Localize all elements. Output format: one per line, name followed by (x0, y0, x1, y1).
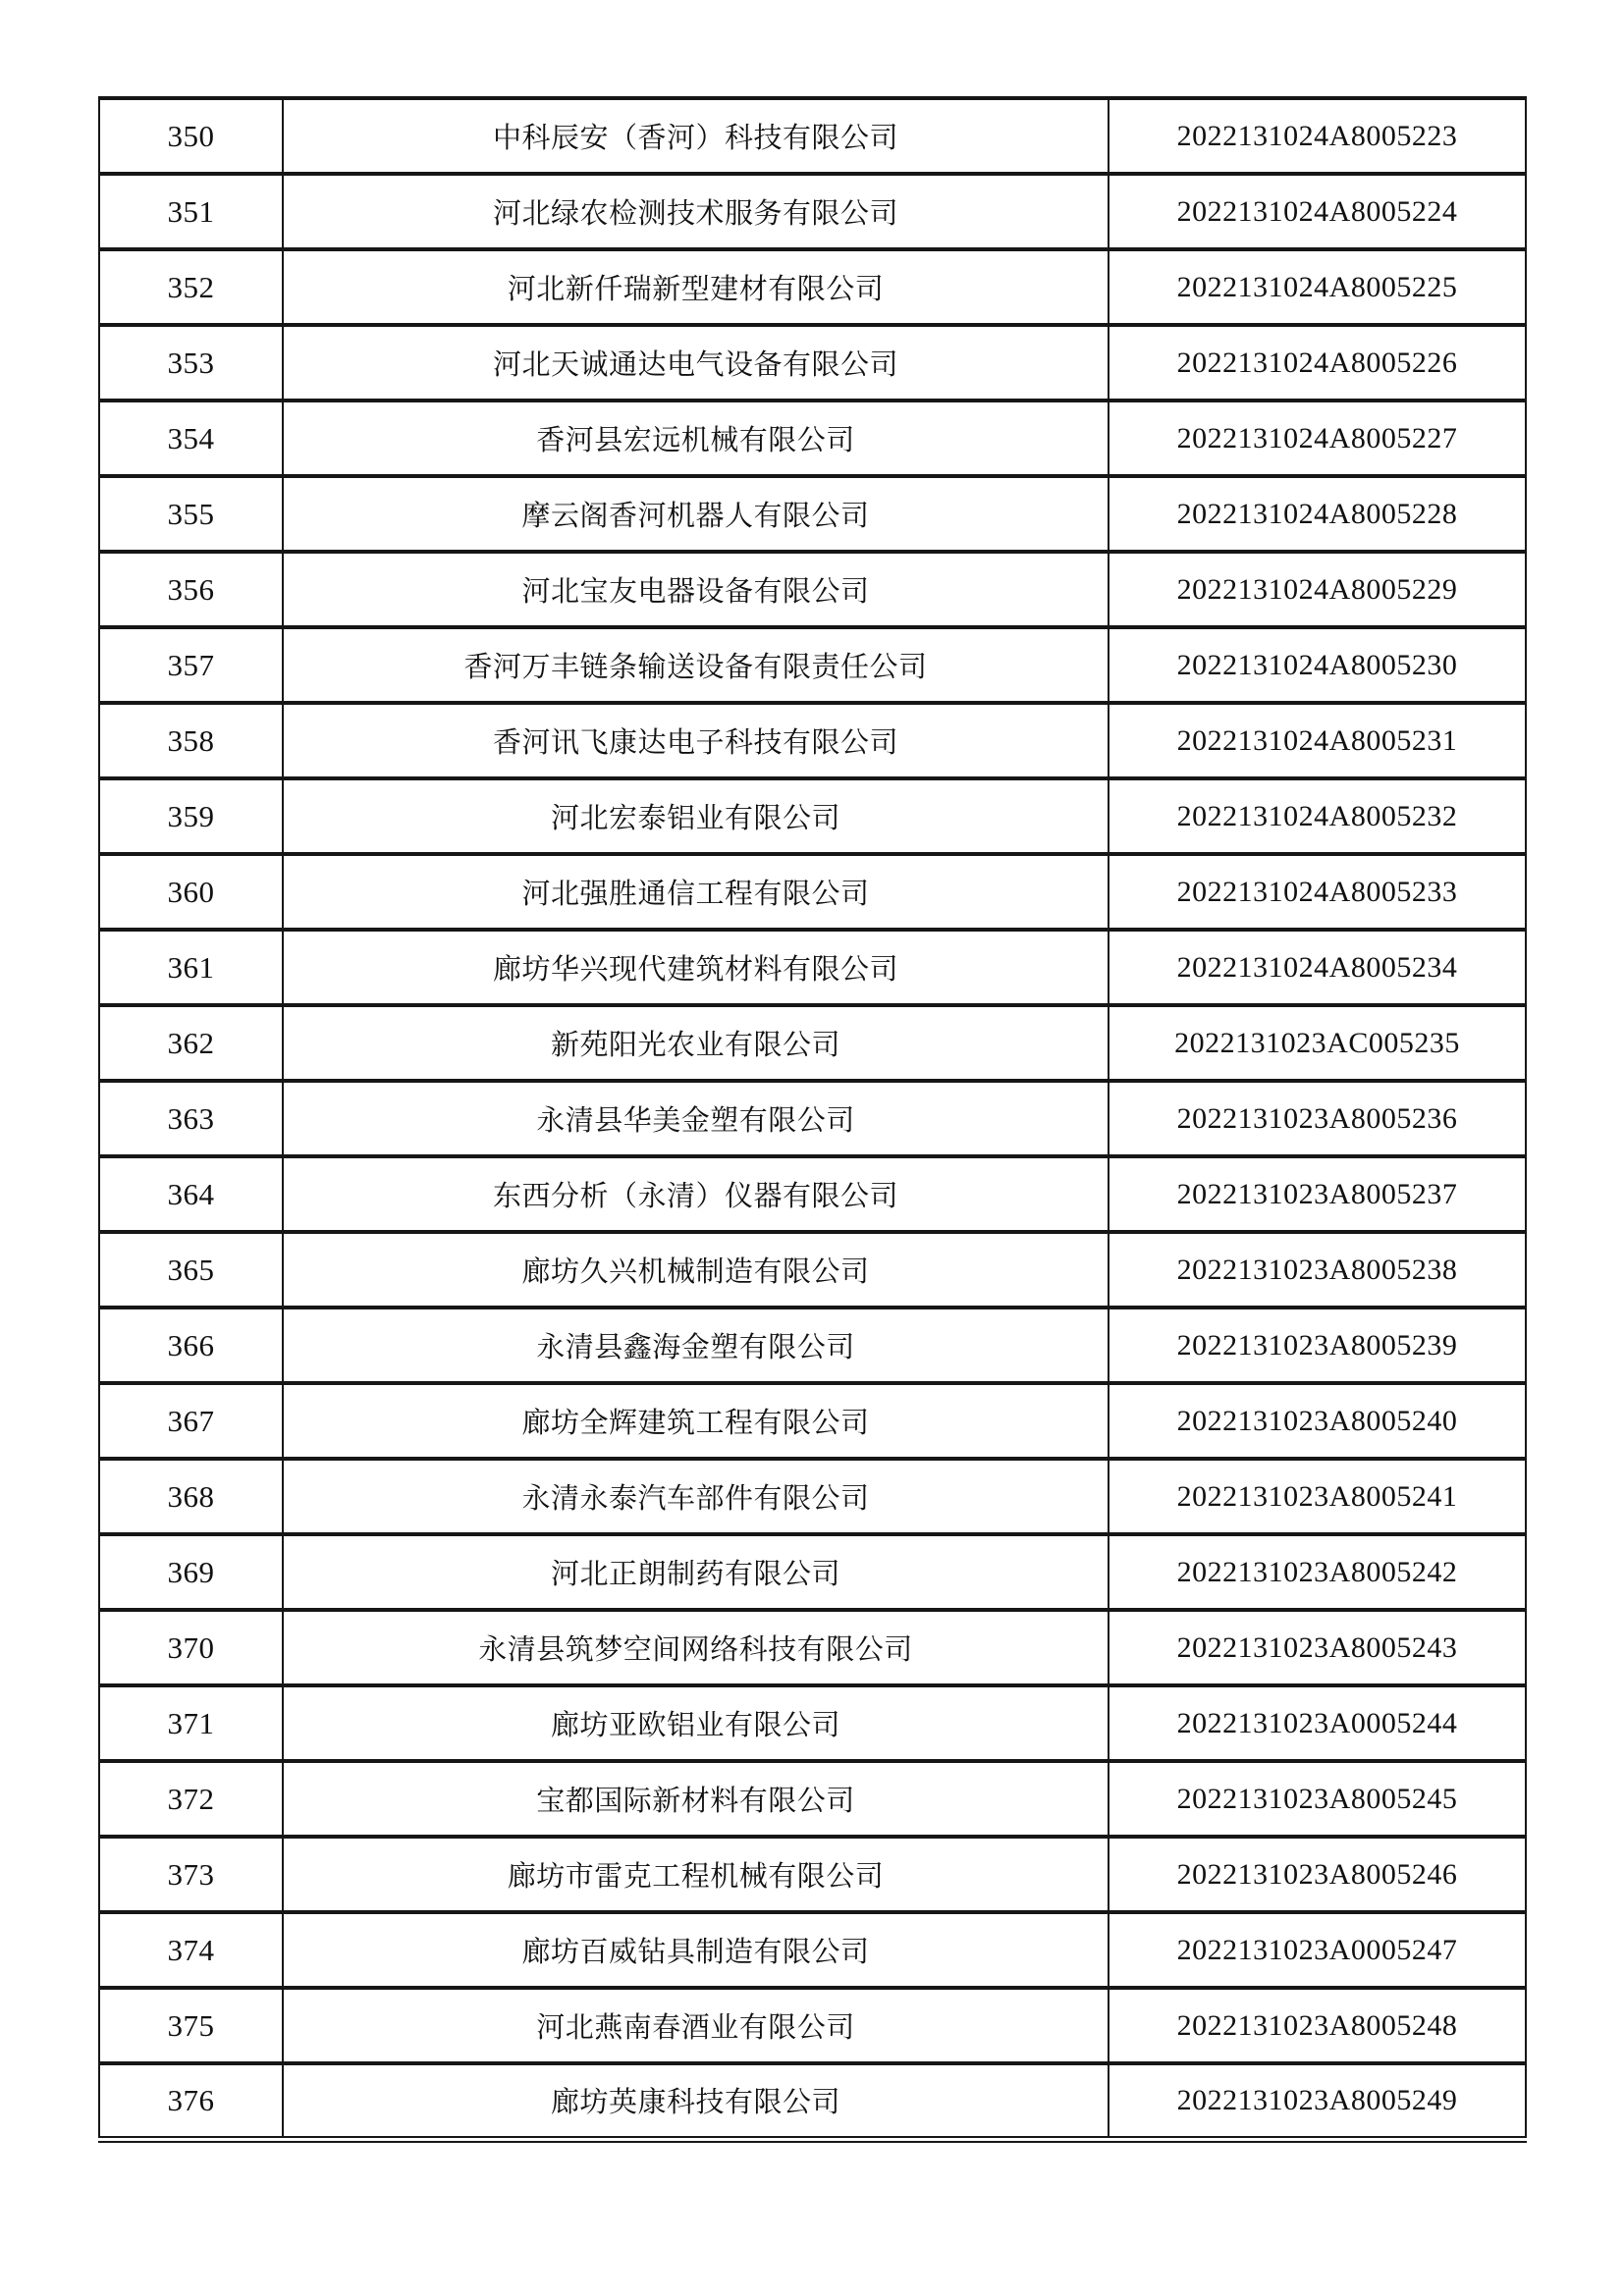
registration-code-cell: 2022131024A8005223 (1109, 98, 1526, 174)
row-number-cell: 353 (99, 325, 283, 400)
row-number-cell: 374 (99, 1912, 283, 1988)
table-row (99, 1081, 1526, 1156)
registration-code-cell: 2022131023A8005236 (1109, 1081, 1526, 1156)
row-number-cell: 357 (99, 627, 283, 703)
registration-code-cell: 2022131024A8005225 (1109, 249, 1526, 325)
registration-code-cell: 2022131024A8005233 (1109, 854, 1526, 930)
row-number-cell: 358 (99, 703, 283, 778)
registration-code-cell: 2022131024A8005227 (1109, 400, 1526, 476)
row-number-cell: 368 (99, 1459, 283, 1534)
table-body (99, 98, 1526, 2139)
table-row (99, 1534, 1526, 1610)
table-row (99, 1383, 1526, 1459)
company-name-cell: 河北天诚通达电气设备有限公司 (283, 325, 1109, 400)
company-registry-table (98, 96, 1527, 2143)
company-name-cell: 永清县华美金塑有限公司 (283, 1081, 1109, 1156)
table-row (99, 627, 1526, 703)
registration-code-cell: 2022131023A8005246 (1109, 1837, 1526, 1912)
row-number-cell: 373 (99, 1837, 283, 1912)
table-row (99, 1761, 1526, 1837)
row-number-cell: 354 (99, 400, 283, 476)
company-name-cell: 河北新仟瑞新型建材有限公司 (283, 249, 1109, 325)
table-row (99, 325, 1526, 400)
company-name-cell: 永清县鑫海金塑有限公司 (283, 1308, 1109, 1383)
row-number-cell: 371 (99, 1685, 283, 1761)
company-name-cell: 摩云阁香河机器人有限公司 (283, 476, 1109, 552)
registration-code-cell: 2022131024A8005234 (1109, 930, 1526, 1005)
table-row (99, 1610, 1526, 1685)
row-number-cell: 359 (99, 778, 283, 854)
registration-code-cell: 2022131023AC005235 (1109, 1005, 1526, 1081)
table-row (99, 1837, 1526, 1912)
table-row (99, 1685, 1526, 1761)
company-name-cell: 永清县筑梦空间网络科技有限公司 (283, 1610, 1109, 1685)
row-number-cell: 355 (99, 476, 283, 552)
company-name-cell: 河北强胜通信工程有限公司 (283, 854, 1109, 930)
row-number-cell: 370 (99, 1610, 283, 1685)
company-name-cell: 河北绿农检测技术服务有限公司 (283, 174, 1109, 249)
company-name-cell: 中科辰安（香河）科技有限公司 (283, 98, 1109, 174)
registration-code-cell: 2022131023A0005247 (1109, 1912, 1526, 1988)
table-row (99, 1459, 1526, 1534)
company-name-cell: 廊坊市雷克工程机械有限公司 (283, 1837, 1109, 1912)
registration-code-cell: 2022131024A8005224 (1109, 174, 1526, 249)
company-name-cell: 廊坊百威钻具制造有限公司 (283, 1912, 1109, 1988)
row-number-cell: 375 (99, 1988, 283, 2063)
table-row (99, 400, 1526, 476)
company-name-cell: 河北宝友电器设备有限公司 (283, 552, 1109, 627)
registration-code-cell: 2022131023A0005244 (1109, 1685, 1526, 1761)
table-row (99, 552, 1526, 627)
table-row (99, 1156, 1526, 1232)
registration-code-cell: 2022131023A8005241 (1109, 1459, 1526, 1534)
registration-code-cell: 2022131024A8005230 (1109, 627, 1526, 703)
registration-code-cell: 2022131024A8005232 (1109, 778, 1526, 854)
registration-code-cell: 2022131023A8005249 (1109, 2063, 1526, 2139)
registration-code-cell: 2022131023A8005239 (1109, 1308, 1526, 1383)
table-row (99, 2063, 1526, 2139)
company-name-cell: 河北正朗制药有限公司 (283, 1534, 1109, 1610)
row-number-cell: 364 (99, 1156, 283, 1232)
row-number-cell: 362 (99, 1005, 283, 1081)
table-row (99, 1232, 1526, 1308)
table-row (99, 476, 1526, 552)
table-row (99, 1912, 1526, 1988)
row-number-cell: 366 (99, 1308, 283, 1383)
table-row (99, 854, 1526, 930)
company-name-cell: 东西分析（永清）仪器有限公司 (283, 1156, 1109, 1232)
row-number-cell: 352 (99, 249, 283, 325)
company-name-cell: 永清永泰汽车部件有限公司 (283, 1459, 1109, 1534)
registration-code-cell: 2022131024A8005229 (1109, 552, 1526, 627)
registration-code-cell: 2022131023A8005242 (1109, 1534, 1526, 1610)
table-row (99, 1005, 1526, 1081)
table-row (99, 930, 1526, 1005)
row-number-cell: 363 (99, 1081, 283, 1156)
company-name-cell: 宝都国际新材料有限公司 (283, 1761, 1109, 1837)
table-row (99, 703, 1526, 778)
company-name-cell: 新苑阳光农业有限公司 (283, 1005, 1109, 1081)
row-number-cell: 360 (99, 854, 283, 930)
registration-code-cell: 2022131023A8005237 (1109, 1156, 1526, 1232)
row-number-cell: 369 (99, 1534, 283, 1610)
row-number-cell: 356 (99, 552, 283, 627)
row-number-cell: 367 (99, 1383, 283, 1459)
table-row (99, 98, 1526, 174)
company-name-cell: 廊坊久兴机械制造有限公司 (283, 1232, 1109, 1308)
row-number-cell: 361 (99, 930, 283, 1005)
table-row (99, 1988, 1526, 2063)
registration-code-cell: 2022131024A8005226 (1109, 325, 1526, 400)
registration-code-cell: 2022131023A8005240 (1109, 1383, 1526, 1459)
table-row (99, 249, 1526, 325)
row-number-cell: 351 (99, 174, 283, 249)
registration-code-cell: 2022131024A8005231 (1109, 703, 1526, 778)
company-name-cell: 河北宏泰铝业有限公司 (283, 778, 1109, 854)
company-name-cell: 香河万丰链条输送设备有限责任公司 (283, 627, 1109, 703)
registration-code-cell: 2022131024A8005228 (1109, 476, 1526, 552)
company-name-cell: 廊坊华兴现代建筑材料有限公司 (283, 930, 1109, 1005)
table-row (99, 778, 1526, 854)
company-name-cell: 廊坊全辉建筑工程有限公司 (283, 1383, 1109, 1459)
registration-code-cell: 2022131023A8005245 (1109, 1761, 1526, 1837)
row-number-cell: 372 (99, 1761, 283, 1837)
company-name-cell: 香河讯飞康达电子科技有限公司 (283, 703, 1109, 778)
row-number-cell: 365 (99, 1232, 283, 1308)
company-name-cell: 廊坊英康科技有限公司 (283, 2063, 1109, 2139)
row-number-cell: 350 (99, 98, 283, 174)
registration-code-cell: 2022131023A8005238 (1109, 1232, 1526, 1308)
row-number-cell: 376 (99, 2063, 283, 2139)
registration-code-cell: 2022131023A8005248 (1109, 1988, 1526, 2063)
table-row (99, 174, 1526, 249)
company-name-cell: 河北燕南春酒业有限公司 (283, 1988, 1109, 2063)
table-row (99, 1308, 1526, 1383)
company-name-cell: 廊坊亚欧铝业有限公司 (283, 1685, 1109, 1761)
company-name-cell: 香河县宏远机械有限公司 (283, 400, 1109, 476)
registration-code-cell: 2022131023A8005243 (1109, 1610, 1526, 1685)
